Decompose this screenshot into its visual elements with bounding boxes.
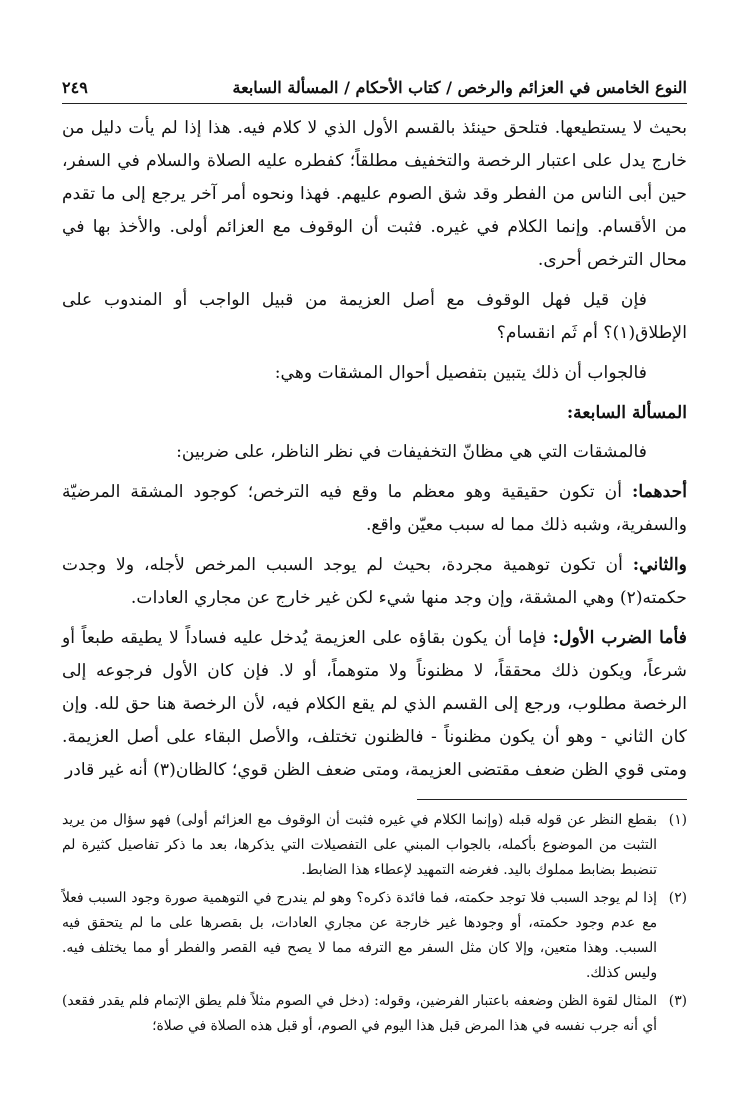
page-number: ٢٤٩ [62, 78, 88, 97]
footnotes [62, 808, 687, 1039]
running-header [62, 78, 687, 104]
footnote-divider [417, 799, 687, 800]
main-text [62, 112, 687, 787]
footnote-3 [62, 989, 687, 1039]
paragraph-2: فإن قيل فهل الوقوف مع أصل العزيمة من قبيل الواجب أو المندوب على الإطلاق(١)؟ أم ثَم انقسام؟ [62, 290, 687, 344]
footnote-text: إذا لم يوجد السبب فلا توجد حكمته، فما فائدة ذكره؟ وهو لم يندرج في التوهمية صورة وجود السبب فعلاً مع عدم وجود حكمته، أو وجودها غير خارجة عن مجاري العادات، بل بقصرها على ما لم يتحقق فيه السبب. وهذا متعين، وإلا كان مثل السفر مع الترفه مما لا يصح فيه القصر والفطر أو مما يختلف فيه. وليس كذلك. [62, 890, 657, 982]
footnote-number: (٣) [668, 993, 687, 1010]
footnote-2 [62, 886, 687, 986]
paragraph-7-label: فأما الضرب الأول: [552, 628, 687, 649]
footnote-text: المثال لقوة الظن وضعفه باعتبار الفرضين، وقوله: (دخل في الصوم مثلاً فلم يطق الإتمام فلم يقدر فقعد) أي أنه جرب نفسه في هذا المرض قبل هذا اليوم في الصوم، أو قبل هذه الصلاة في صلاة؛ [62, 993, 657, 1035]
paragraph-6-text: أن تكون توهمية مجردة، بحيث لم يوجد السبب المرخص لأجله، ولا وجدت حكمته(٢) وهي المشقة، وإن وجد منها شيء لكن غير خارج عن مجاري العادات. [62, 555, 687, 609]
paragraph-6-label: والثاني: [632, 555, 687, 576]
paragraph-7 [62, 622, 687, 787]
paragraph-5-label: أحدهما: [631, 482, 687, 503]
paragraph-6 [62, 549, 687, 615]
footnote-text: بقطع النظر عن قوله قبله (وإنما الكلام في غيره فثبت أن الوقوف مع العزائم أولى) فهو سؤال من يريد التثبت من الموضوع بأكمله، بالجواب المبني على التفصيلات التي يذكرها، بعد ما ذكر تفاصيل كثيرة لم تنضبط بضابط مملوك باليد. فغرضه التمهيد لإعطاء هذا الضابط. [62, 812, 657, 879]
paragraph-4: فالمشقات التي هي مظانّ التخفيفات في نظر الناظر، على ضربين: [176, 442, 647, 463]
header-title: النوع الخامس في العزائم والرخص / كتاب الأحكام / المسألة السابعة [232, 78, 687, 97]
paragraph-7-text: فإما أن يكون بقاؤه على العزيمة يُدخل عليه فساداً لا يطيقه طبعاً أو شرعاً، ويكون ذلك محققاً، لا مظنوناً ولا متوهماً، أو لا. فإن كان الأول فرجوعه إلى الرخصة مطلوب، ورجع إلى القسم الذي لم يقع الكلام فيه، لأن الرخصة هنا حق لله. وإن كان الثاني - وهو أن يكون مظنوناً - فالظنون تختلف، والأصل البقاء على أصل العزيمة. ومتى قوي الظن ضعف مقتضى العزيمة، ومتى ضعف الظن قوي؛ كالظان(٣) أنه غير قادر [62, 628, 687, 781]
paragraph-1: بحيث لا يستطيعها. فتلحق حينئذ بالقسم الأول الذي لا كلام فيه. هذا إذا لم يأت دليل من خارج يدل على اعتبار الرخصة والتخفيف مطلقاً؛ كفطره عليه الصلاة والسلام في السفر، حين أبى الناس من الفطر وقد شق الصوم عليهم. فهذا ونحوه أمر آخر يرجع إلى ما تقدم من الأقسام. وإنما الكلام في غيره. فثبت أن الوقوف مع العزائم أولى. والأخذ بها في محال الترخص أحرى. [62, 118, 687, 271]
paragraph-3: فالجواب أن ذلك يتبين بتفصيل أحوال المشقات وهي: [274, 363, 647, 384]
paragraph-5 [62, 476, 687, 542]
footnote-number: (٢) [668, 890, 687, 907]
paragraph-5-text: أن تكون حقيقية وهو معظم ما وقع فيه الترخص؛ كوجود المشقة المرضيّة والسفرية، وشبه ذلك مما له سبب معيّن واقع. [62, 482, 687, 536]
footnote-number: (١) [668, 812, 687, 829]
footnote-1 [62, 808, 687, 883]
section-heading: المسألة السابعة: [566, 403, 687, 424]
